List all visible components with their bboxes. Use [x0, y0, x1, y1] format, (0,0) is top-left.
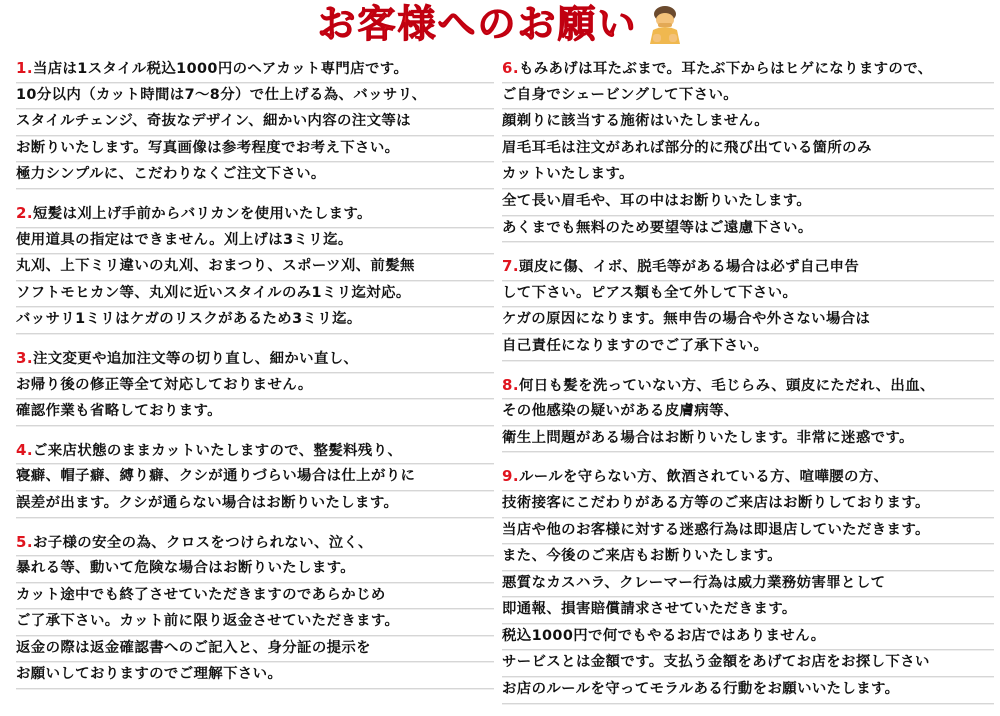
rule-section	[16, 56, 494, 189]
rule-number: 7.	[502, 257, 519, 276]
rule-line	[502, 399, 994, 426]
rule-line	[16, 399, 494, 426]
rule-line	[502, 216, 994, 243]
rule-line	[16, 636, 494, 663]
rule-line	[16, 530, 494, 557]
rule-text: 使用道具の指定はできません。刈上げは3ミリ迄。	[16, 231, 353, 248]
rule-text: ルールを守らない方、飲酒されている方、喧嘩腰の方、	[518, 469, 889, 486]
rule-line	[16, 281, 494, 308]
rule-section	[502, 464, 994, 703]
rule-text: ご自身でシェービングして下さい。	[502, 86, 739, 103]
rule-text: 即通報、損害賠償請求させていただきます。	[502, 601, 797, 618]
rule-section	[16, 530, 494, 690]
rule-line	[16, 56, 494, 83]
page-title: お客様へのお願い	[317, 2, 638, 46]
rule-text: ご来店状態のままカットいたしますので、整髪料残り、	[32, 442, 403, 459]
rule-number: 3.	[16, 348, 33, 367]
rule-line	[16, 662, 494, 689]
rule-text: ケガの原因になります。無申告の場合や外さない場合は	[502, 311, 871, 328]
rule-section	[16, 438, 494, 518]
rule-line	[16, 307, 494, 334]
rule-number: 8.	[502, 375, 519, 394]
rule-text: 寝癖、帽子癖、縛り癖、クシが通りづらい場合は仕上がりに	[16, 468, 416, 485]
rule-text: ソフトモヒカン等、丸刈に近いスタイルのみ1ミリ迄対応。	[16, 284, 411, 301]
rule-line	[16, 162, 494, 189]
rule-line	[16, 201, 494, 228]
rule-text: 丸刈、上下ミリ違いの丸刈、おまつり、スポーツ刈、前髪無	[16, 258, 415, 275]
rule-line	[16, 556, 494, 583]
rule-number: 4.	[16, 440, 33, 459]
rule-line	[502, 83, 994, 110]
rule-line	[16, 254, 494, 281]
rule-line	[502, 334, 994, 361]
rule-text: 頭皮に傷、イボ、脱毛等がある場合は必ず自己申告	[518, 259, 860, 276]
rule-text: お願いしておりますのでご理解下さい。	[16, 666, 283, 683]
rule-line	[16, 609, 494, 636]
rule-line	[502, 307, 994, 334]
rule-line	[502, 373, 994, 400]
rule-section	[502, 254, 994, 360]
right-column	[502, 56, 994, 716]
rule-line	[502, 56, 994, 83]
rule-text: 注文変更や追加注文等の切り直し、細かい直し、	[32, 350, 359, 367]
rule-line	[16, 583, 494, 610]
rule-text: あくまでも無料のため要望等はご遠慮下さい。	[502, 219, 813, 236]
rule-text: お断りいたします。写真画像は参考程度でお考え下さい。	[16, 139, 400, 156]
rule-line	[16, 109, 494, 136]
rule-section	[502, 56, 994, 242]
rule-section	[16, 201, 494, 334]
rule-line	[16, 373, 494, 400]
rule-text: お店のルールを守ってモラルある行動をお願いいたします。	[502, 681, 900, 698]
rule-text: 全て長い眉毛や、耳の中はお断りいたします。	[502, 192, 812, 209]
rule-text: 返金の際は返金確認書へのご記入と、身分証の提示を	[16, 639, 371, 656]
rule-text: スタイルチェンジ、奇抜なデザイン、細かい内容の注文等は	[16, 113, 411, 130]
rule-line	[502, 109, 994, 136]
rule-text: 何日も髪を洗っていない方、毛じらみ、頭皮にただれ、出血、	[518, 377, 935, 394]
rule-line	[16, 438, 494, 465]
rule-text: 自己責任になりますのでご了承下さい。	[502, 337, 769, 354]
rule-text: 10分以内（カット時間は7〜8分）で仕上げる為、バッサリ、	[16, 86, 427, 103]
rule-line	[502, 518, 994, 545]
rule-line	[16, 464, 494, 491]
rule-text: お帰り後の修正等全て対応しておりません。	[16, 376, 313, 393]
rule-text: 税込1000円で何でもやるお店ではありません。	[502, 627, 826, 644]
rule-text: 誤差が出ます。クシが通らない場合はお断りいたします。	[16, 494, 399, 511]
rule-number: 6.	[502, 59, 519, 77]
rule-text: バッサリ1ミリはケガのリスクがあるため3ミリ迄。	[16, 311, 362, 328]
rule-number: 5.	[16, 532, 33, 551]
rule-text: カットいたします。	[502, 166, 634, 183]
rule-line	[502, 281, 994, 308]
rule-text: お子様の安全の為、クロスをつけられない、泣く、	[32, 534, 373, 551]
left-column	[16, 56, 494, 701]
rule-line	[502, 136, 994, 163]
rule-line	[16, 491, 494, 518]
rule-text: その他感染の疑いがある皮膚病等、	[502, 403, 739, 420]
rule-text: 確認作業も省略しております。	[16, 403, 222, 420]
rule-number: 9.	[502, 467, 519, 486]
rule-text: 悪質なカスハラ、クレーマー行為は威力業務妨害罪として	[502, 574, 886, 591]
rule-text: また、今後のご来店もお断りいたします。	[502, 548, 782, 565]
rule-line	[502, 677, 994, 704]
rule-text: 顔剃りに該当する施術はいたしません。	[502, 113, 770, 130]
rule-text: 当店は1スタイル税込1000円のヘアカット専門店です。	[32, 61, 409, 77]
rule-text: もみあげは耳たぶまで。耳たぶ下からはヒゲになりますので、	[518, 61, 933, 77]
title-bar	[0, 0, 1000, 52]
rule-line	[502, 650, 994, 677]
rule-section	[16, 346, 494, 426]
rule-text: して下さい。ピアス類も全て外して下さい。	[502, 284, 798, 301]
rule-line	[502, 162, 994, 189]
rule-line	[16, 228, 494, 255]
rule-line	[502, 624, 994, 651]
rule-line	[502, 544, 994, 571]
rule-line	[16, 136, 494, 163]
rule-line	[502, 464, 994, 491]
rule-text: カット途中でも終了させていただきますのであらかじめ	[16, 586, 386, 603]
rule-line	[16, 346, 494, 373]
rule-text: ご了承下さい。カット前に限り返金させていただきます。	[16, 613, 400, 630]
rule-line	[16, 83, 494, 110]
rule-text: サービスとは金額です。支払う金額をあげてお店をお探し下さい	[502, 654, 930, 671]
rule-text: 眉毛耳毛は注文があれば部分的に飛び出ている箇所のみ	[502, 139, 872, 156]
rule-line	[502, 597, 994, 624]
rule-text: 暴れる等、動いて危険な場合はお断りいたします。	[16, 560, 356, 577]
person-bowing-icon	[647, 4, 683, 44]
rule-number: 2.	[16, 203, 33, 222]
rule-line	[502, 189, 994, 216]
rule-section	[502, 373, 994, 453]
rule-text: 短髪は刈上げ手前からバリカンを使用いたします。	[32, 205, 372, 222]
rule-line	[502, 254, 994, 281]
rule-text: 衛生上問題がある場合はお断りいたします。非常に迷惑です。	[502, 429, 914, 446]
rule-number: 1.	[16, 59, 33, 77]
rule-line	[502, 426, 994, 453]
rule-line	[502, 491, 994, 518]
rule-text: 当店や他のお客様に対する迷惑行為は即退店していただきます。	[502, 521, 930, 538]
rule-text: 技術接客にこだわりがある方等のご来店はお断りしております。	[502, 494, 930, 511]
rule-line	[502, 571, 994, 598]
rule-text: 極力シンプルに、こだわりなくご注文下さい。	[16, 166, 326, 183]
